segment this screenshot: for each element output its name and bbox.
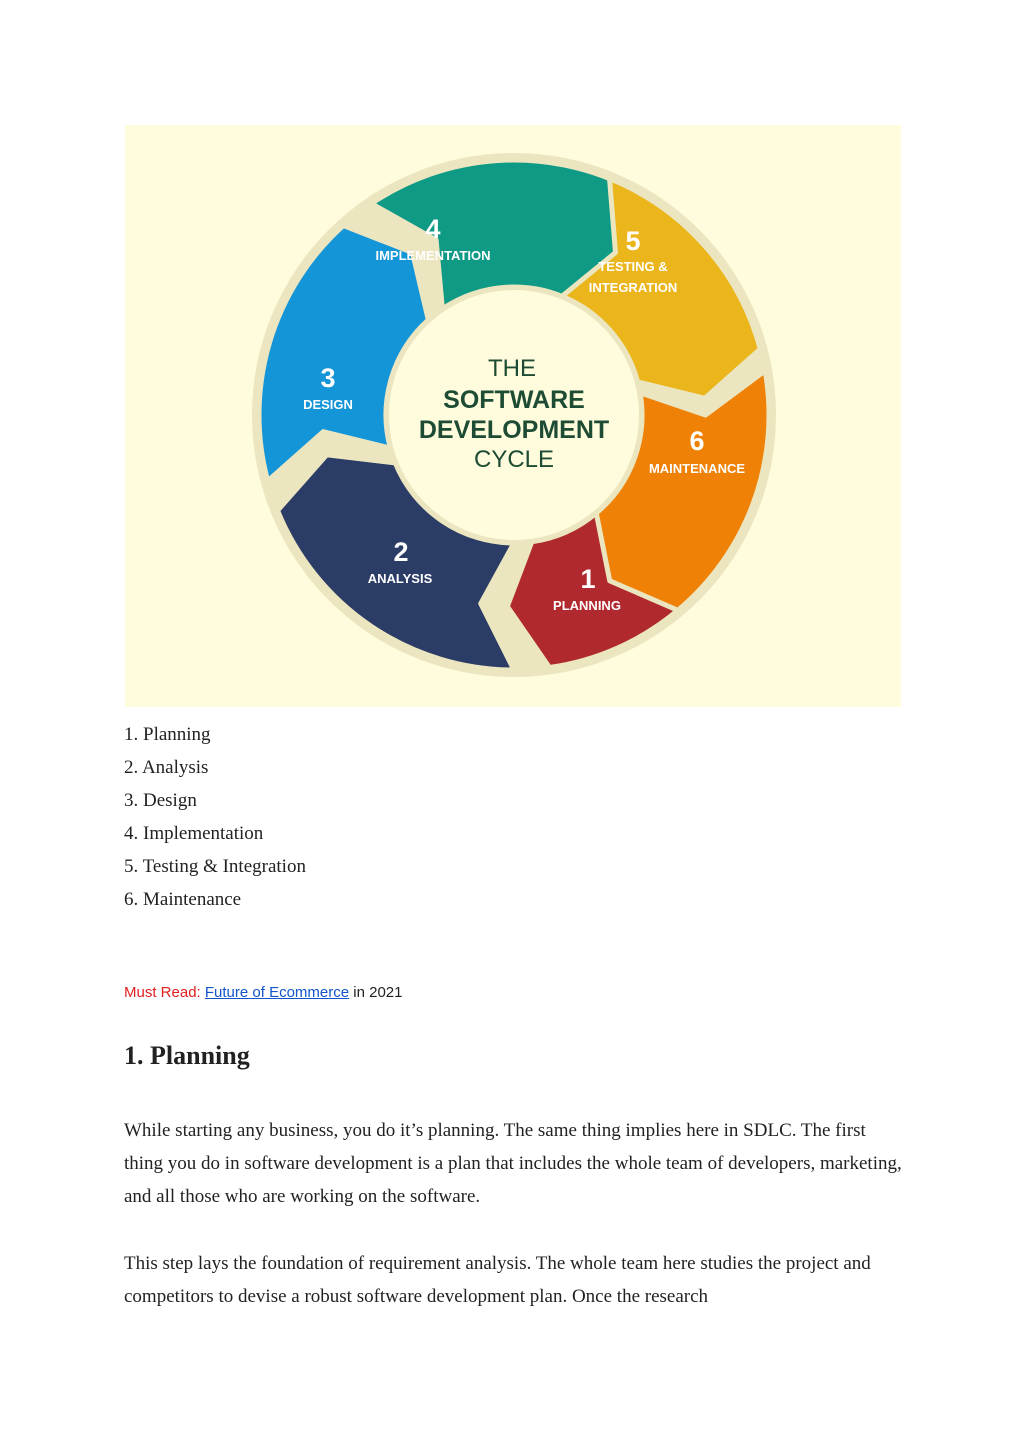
must-read-line [124,983,402,1003]
section-paragraph-1: While starting any business, you do it’s planning. The same thing implies here in SDLC. The first thing you do in software development is a plan that includes the whole team of developers, marketing, and all those who are working on the software. [124,1120,902,1207]
segment-5-label-line1: TESTING & [598,259,668,274]
step-item-testing-integration: 5. Testing & Integration [124,856,306,877]
section-paragraph-2: This step lays the foundation of requirement analysis. The whole team here studies the project and competitors to devise a robust software development plan. Once the research [124,1253,871,1307]
segment-4-label: IMPLEMENTATION [375,248,491,263]
step-item-implementation: 4. Implementation [124,823,264,844]
segment-1-number: 1 [580,564,596,594]
sdlc-diagram [125,125,901,707]
center-line-software: SOFTWARE [443,386,585,414]
segment-4-number: 4 [425,214,441,244]
section-heading: 1. Planning [124,1041,250,1070]
segment-1-label: PLANNING [553,598,621,613]
center-circle [389,290,639,540]
segment-2-label: ANALYSIS [367,571,433,586]
center-line-cycle: CYCLE [473,446,555,473]
step-item-planning: 1. Planning [124,724,211,745]
must-read-link[interactable]: Future of Ecommerce [204,984,350,1001]
steps-list [124,718,306,916]
segment-3-label: DESIGN [303,397,353,412]
segment-6-number: 6 [689,426,705,456]
segment-5-label-line2: INTEGRATION [588,280,678,295]
segment-6-label: MAINTENANCE [648,461,746,476]
sdlc-cycle-graphic [125,125,901,707]
step-item-maintenance: 6. Maintenance [124,889,242,910]
must-read-label: Must Read: [124,984,201,1001]
segment-2-number: 2 [393,537,409,567]
center-line-the: THE [488,355,536,382]
step-item-analysis: 2. Analysis [124,757,209,778]
step-item-design: 3. Design [124,790,197,811]
segment-5-number: 5 [625,226,641,256]
segment-3-number: 3 [320,363,336,393]
must-read-tail: in 2021 [353,984,403,1001]
center-line-development: DEVELOPMENT [418,416,610,444]
